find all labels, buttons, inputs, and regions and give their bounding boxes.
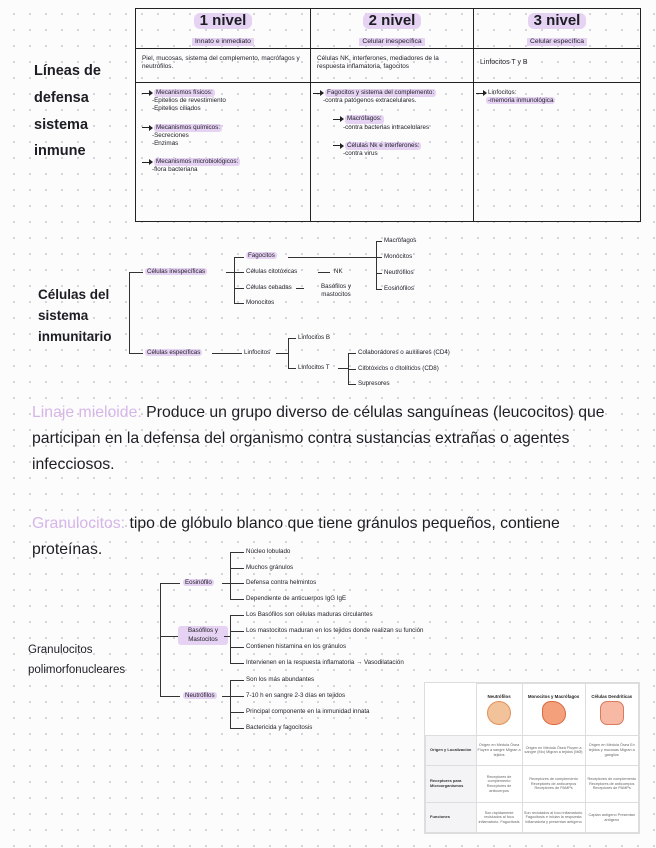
connector-line: [160, 696, 180, 697]
mechanism-item: [142, 89, 310, 114]
node-especificas: Células específicas: [147, 349, 201, 356]
mechanism-head: Mecanismos microbiológicos:: [156, 158, 239, 166]
connector-line: [230, 680, 231, 729]
mechanism-sub: -Enzimas: [152, 139, 179, 147]
eosinofilo-item: Núcleo lobulado: [246, 548, 291, 555]
connector-line: [348, 384, 356, 385]
connector-line: [348, 369, 356, 370]
connector-line: [230, 680, 244, 681]
connector-line: [234, 257, 235, 304]
mechanism-head: Macrófagos:: [347, 115, 382, 123]
level-items: [136, 83, 311, 222]
connector-line: [376, 289, 382, 290]
connector-line: [230, 631, 244, 632]
linfocito-t-item: Supresores: [358, 380, 390, 387]
connector-line: [222, 696, 230, 697]
definition-linaje-mieloide: Produce un grupo diverso de células sanguíneas (leucocitos) que participan en la defensa del organismo contra sustancias extrañas o agentes infecciosos.: [32, 404, 605, 473]
level-items: [474, 83, 641, 222]
corner-cell: [426, 684, 477, 736]
linfocito-t-item: Colaboradores o auxiliares (CD4): [358, 349, 450, 356]
connector-line: [160, 636, 180, 637]
section1-title-line: sistema: [34, 116, 89, 133]
mechanism-item: [313, 142, 473, 158]
table-cell: Receptores de complemento Receptores de anticuerpos Receptores de PAMPs: [585, 765, 638, 803]
basofilo-item: Contienen histamina en los gránulos: [246, 643, 347, 650]
connector-line: [296, 288, 304, 289]
section1-title-line: inmune: [34, 143, 86, 160]
level-items: [311, 83, 474, 222]
column-header: [585, 684, 638, 736]
connector-line: [234, 303, 244, 304]
mechanism-sub: -Secreciones: [152, 131, 189, 139]
table-cell: Captan antígeno Presentan antígeno: [585, 803, 638, 833]
term-linaje-mieloide: Linaje mieloide:: [32, 404, 142, 421]
section2-title: [38, 284, 112, 347]
connector-line: [230, 599, 244, 600]
node-nk: NK: [334, 268, 343, 275]
connector-line: [230, 728, 244, 729]
table-cell: Origen en Médula Ósea Fluyen a sangre Migran a tejidos: [476, 736, 522, 766]
level-number: 1 nivel: [194, 13, 253, 29]
arrow-icon: [142, 162, 152, 163]
section3-title-line: Granulocitos: [28, 644, 93, 656]
level-main-text: Piel, mucosas, sistema del complemento, macrófagos y neutrófilos.: [142, 55, 300, 70]
row-header: Funciones: [426, 803, 477, 833]
connector-line: [129, 272, 130, 354]
section3-title: [28, 640, 125, 680]
table-cell: Receptores de complemento Receptores de anticuerpos Receptores de PAMPs: [522, 765, 585, 803]
defense-levels-table: [135, 8, 641, 222]
mechanism-sub: -Epitelios ciliados: [152, 105, 201, 113]
section2-title-line: Células del: [38, 287, 110, 302]
connector-line: [234, 257, 244, 258]
fagocito-item: Eosinófilos: [384, 285, 414, 292]
connector-line: [234, 288, 244, 289]
row-header: Receptores para Microorganismos: [426, 765, 477, 803]
macrophage-cell-icon: [542, 701, 566, 725]
column-header-label: Células Dendríticas: [591, 694, 633, 699]
arrow-icon: [333, 119, 343, 120]
section3-title-line: polimorfonucleares: [28, 664, 126, 676]
connector-line: [212, 353, 242, 354]
neutrofilo-item: 7-10 h en sangre 2-3 días en tejidos: [246, 692, 346, 699]
basofilo-item: Los Basófilos son células maduras circulantes: [246, 611, 373, 618]
neutrofilo-item: Son los más abundantes: [246, 676, 315, 683]
node-inespecificas: Células inespecíficas: [147, 268, 206, 275]
group-neutrofilos: Neutrófilos: [185, 692, 215, 699]
node-monocitos: Monocitos: [246, 299, 275, 306]
level-main-text: Linfocitos T y B: [480, 59, 528, 66]
connector-line: [224, 636, 230, 637]
level-number: 2 nivel: [363, 13, 422, 29]
connector-line: [230, 696, 244, 697]
level-number: 3 nivel: [528, 13, 587, 29]
fagocito-item: Neutrófilos: [384, 269, 414, 276]
level-desc: Innato e inmediato: [192, 38, 254, 46]
neutrofilo-item: Principal componente en la inmunidad innata: [246, 708, 370, 715]
connector-line: [348, 353, 356, 354]
section1-title-line: defensa: [34, 89, 89, 106]
mechanism-item: [313, 115, 473, 131]
basofilo-item: Intervienen en la respuesta inflamatoria → Vasodilatación: [246, 659, 404, 666]
eosinofilo-item: Muchos gránulos: [246, 564, 294, 571]
neutrofilo-item: Bactericida y fagocitosis: [246, 724, 313, 731]
group-basofilos: Basófilos y Mastocitos: [178, 626, 228, 645]
node-linfocitos-b: Linfocitos B: [298, 334, 330, 341]
connector-line: [276, 353, 288, 354]
arrow-icon: [476, 93, 486, 94]
mechanism-sub: -contra patógenos extracelulares.: [323, 97, 417, 105]
level-main: [474, 49, 641, 83]
mechanism-head: Mecanismos físicos:: [156, 89, 213, 96]
mechanism-head: Linfocitos:: [488, 89, 517, 96]
table-cell: Receptores de complemento Receptores de anticuerpos: [476, 765, 522, 803]
section2-title-line: inmunitario: [38, 329, 112, 344]
mechanism-head: Células Nk e interferones:: [347, 141, 420, 149]
mechanism-sub: -contra virus: [343, 149, 378, 157]
paragraph-linaje-mieloide: [32, 400, 622, 478]
connector-line: [376, 241, 377, 289]
connector-line: [230, 583, 244, 584]
connector-line: [129, 272, 143, 273]
node-citotoxicas: Células citotóxicas: [246, 268, 298, 275]
node-linfocitos: Linfocitos: [244, 349, 271, 356]
connector-line: [160, 583, 180, 584]
mechanism-sub: -Epitelios de revestimiento: [152, 97, 226, 105]
mechanism-item: [142, 158, 310, 174]
connector-line: [230, 663, 244, 664]
mechanism-sub: -contra bacterias intracelulares: [343, 123, 430, 131]
column-header: [522, 684, 585, 736]
mechanism-head: Mecanismos químicos:: [156, 123, 221, 131]
section1-title-line: Líneas de: [34, 63, 101, 79]
mechanism-item: [313, 89, 473, 105]
level-main: [311, 49, 474, 83]
paragraph-granulocitos: [32, 511, 632, 563]
connector-line: [230, 647, 244, 648]
connector-line: [234, 272, 244, 273]
connector-line: [230, 552, 244, 553]
arrow-icon: [333, 145, 343, 146]
connector-line: [376, 241, 382, 242]
table-cell: Origen en Médula Ósea Fluyen a sangre (Mo) Migran a tejidos (MØ): [522, 736, 585, 766]
group-eosinofilo: Eosinófilo: [185, 579, 212, 586]
fagocito-item: Monocitos: [384, 253, 413, 260]
connector-line: [376, 273, 382, 274]
eosinofilo-item: Defensa contra helmintos: [246, 579, 317, 586]
node-fagocitos: Fagocitos: [248, 252, 275, 259]
connector-line: [160, 583, 161, 697]
table-cell: Origen en Médula Ósea En tejidos y mucosas Migran a ganglios: [585, 736, 638, 766]
connector-line: [318, 272, 330, 273]
column-header-label: Neutrófilos: [487, 694, 511, 699]
level-desc: Celular inespecífica: [359, 38, 424, 46]
node-linfocitos-t: Linfocitos T: [298, 364, 330, 371]
section1-title: [34, 58, 101, 165]
fagocito-item: Macrófagos: [384, 237, 417, 244]
node-basofilos: Basófilos y mastocitos: [321, 283, 351, 298]
connector-line: [230, 615, 244, 616]
level-header: [136, 9, 311, 49]
connector-line: [222, 583, 230, 584]
table-cell: Son reclutados al foco inflamatorio. Fagocitosis e inician la respuesta inflamatoria y presentan antígeno: [522, 803, 585, 833]
row-header: Origen y Localización: [426, 736, 477, 766]
mechanism-sub: -memoria inmunológica: [488, 97, 554, 105]
connector-line: [288, 338, 289, 369]
section2-title-line: sistema: [38, 308, 89, 323]
column-header-label: Monocitos y Macrófagos: [527, 694, 580, 699]
definition-granulocitos: tipo de glóbulo blanco que tiene gránulos pequeños, contiene proteínas.: [32, 515, 560, 558]
connector-line: [376, 257, 382, 258]
eosinofilo-item: Dependiente de anticuerpos IgG IgE: [246, 595, 347, 602]
linfocito-t-item: Citotóxicos o citolíticos (CD8): [358, 365, 439, 372]
term-granulocitos: Granulocitos:: [32, 515, 126, 532]
mechanism-head: Fagocitos y sistema del complemento:: [327, 89, 435, 96]
connector-line: [288, 257, 376, 258]
dendritic-cell-icon: [600, 701, 624, 725]
connector-line: [230, 615, 231, 664]
mechanism-item: [476, 89, 640, 105]
arrow-icon: [142, 127, 152, 128]
column-header: [476, 684, 522, 736]
connector-line: [129, 353, 143, 354]
connector-line: [338, 368, 348, 369]
reference-table-image: [424, 682, 640, 834]
connector-line: [230, 712, 244, 713]
arrow-icon: [142, 93, 152, 94]
level-main: [136, 49, 311, 83]
connector-line: [230, 552, 231, 600]
table-cell: Son rápidamente reclutados al foco inflamatorio. Fagocitosis: [476, 803, 522, 833]
mechanism-item: [142, 124, 310, 149]
level-main-text: Células NK, interferones, mediadores de la respuesta inflamatoria, fagocitos: [317, 55, 439, 70]
basofilo-item: Los mastocitos maduran en los tejidos donde realizan su función: [246, 627, 424, 634]
level-desc: Celular específica: [527, 38, 587, 46]
level-header: [311, 9, 474, 49]
node-cebadas: Células cebadas: [246, 284, 292, 291]
connector-line: [288, 338, 296, 339]
arrow-icon: [313, 93, 323, 94]
connector-line: [288, 368, 296, 369]
connector-line: [230, 568, 244, 569]
level-header: [474, 9, 641, 49]
mechanism-sub: -flora bacteriana: [152, 166, 198, 174]
neutrophil-cell-icon: [487, 701, 511, 725]
